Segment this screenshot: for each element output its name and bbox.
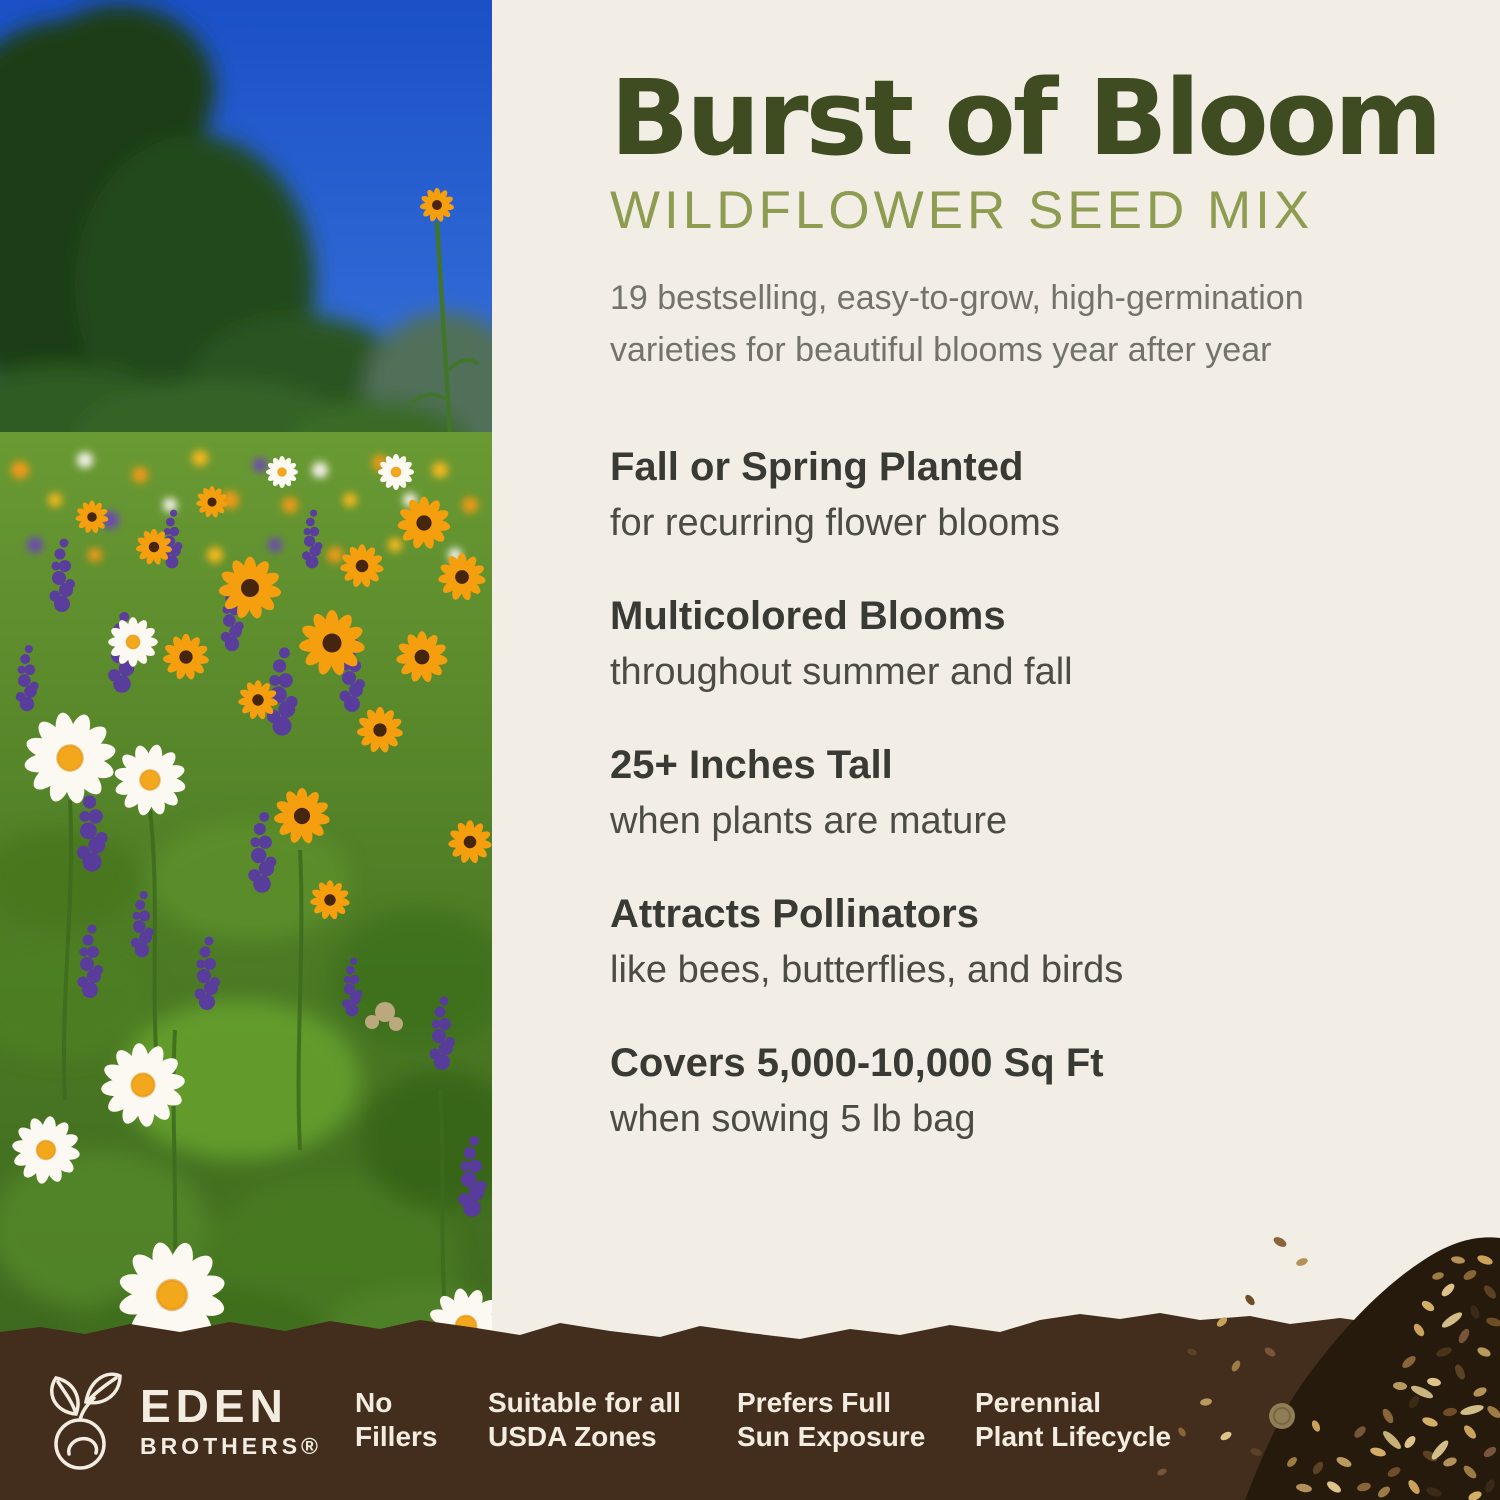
badge-line1: Suitable for all — [488, 1387, 681, 1418]
feature-detail: for recurring flower blooms — [610, 501, 1060, 544]
feature-list — [610, 444, 1450, 1141]
feature-item — [610, 891, 1450, 992]
page-subtitle: WILDFLOWER SEED MIX — [610, 181, 1314, 241]
feature-item — [610, 1040, 1450, 1141]
badge-sun-exposure — [737, 1386, 925, 1454]
badge-line2: Fillers — [355, 1421, 438, 1452]
feature-item — [610, 593, 1450, 694]
feature-item — [610, 742, 1450, 843]
feature-detail: when sowing 5 lb bag — [610, 1097, 976, 1140]
feature-heading: 25+ Inches Tall — [610, 743, 893, 788]
feature-heading: Covers 5,000-10,000 Sq Ft — [610, 1041, 1104, 1086]
feature-detail: like bees, butterflies, and birds — [610, 948, 1124, 991]
badge-no-fillers — [355, 1386, 437, 1454]
badge-line2: Plant Lifecycle — [975, 1421, 1172, 1452]
badge-line1: Prefers Full — [737, 1387, 892, 1418]
description-line-2: varieties for beautiful blooms year after year — [610, 330, 1272, 369]
product-copy-panel — [610, 0, 1450, 1189]
feature-heading: Multicolored Blooms — [610, 594, 1006, 639]
feature-heading: Attracts Pollinators — [610, 892, 979, 937]
brand-wordmark — [140, 1379, 323, 1459]
wildflower-meadow-photo — [0, 0, 492, 1380]
badge-line1: No — [355, 1387, 393, 1418]
badge-usda-zones — [488, 1386, 681, 1454]
page-title: Burst of Bloom — [610, 57, 1440, 179]
brand-logo — [46, 1340, 322, 1500]
feature-detail: throughout summer and fall — [610, 650, 1073, 693]
sprout-icon — [46, 1368, 126, 1472]
brand-subname: BROTHERS® — [140, 1432, 323, 1459]
feature-heading: Fall or Spring Planted — [610, 445, 1024, 490]
feature-detail: when plants are mature — [610, 799, 1008, 842]
description-line-1: 19 bestselling, easy-to-grow, high-germination — [610, 279, 1304, 317]
badge-line2: USDA Zones — [488, 1421, 657, 1452]
feature-item — [610, 444, 1450, 545]
product-description — [610, 273, 1450, 376]
badge-line1: Perennial — [975, 1387, 1102, 1418]
badge-line2: Sun Exposure — [737, 1421, 926, 1452]
brand-name: EDEN — [140, 1379, 288, 1432]
seed-mix-pile-photo — [1130, 1200, 1500, 1500]
